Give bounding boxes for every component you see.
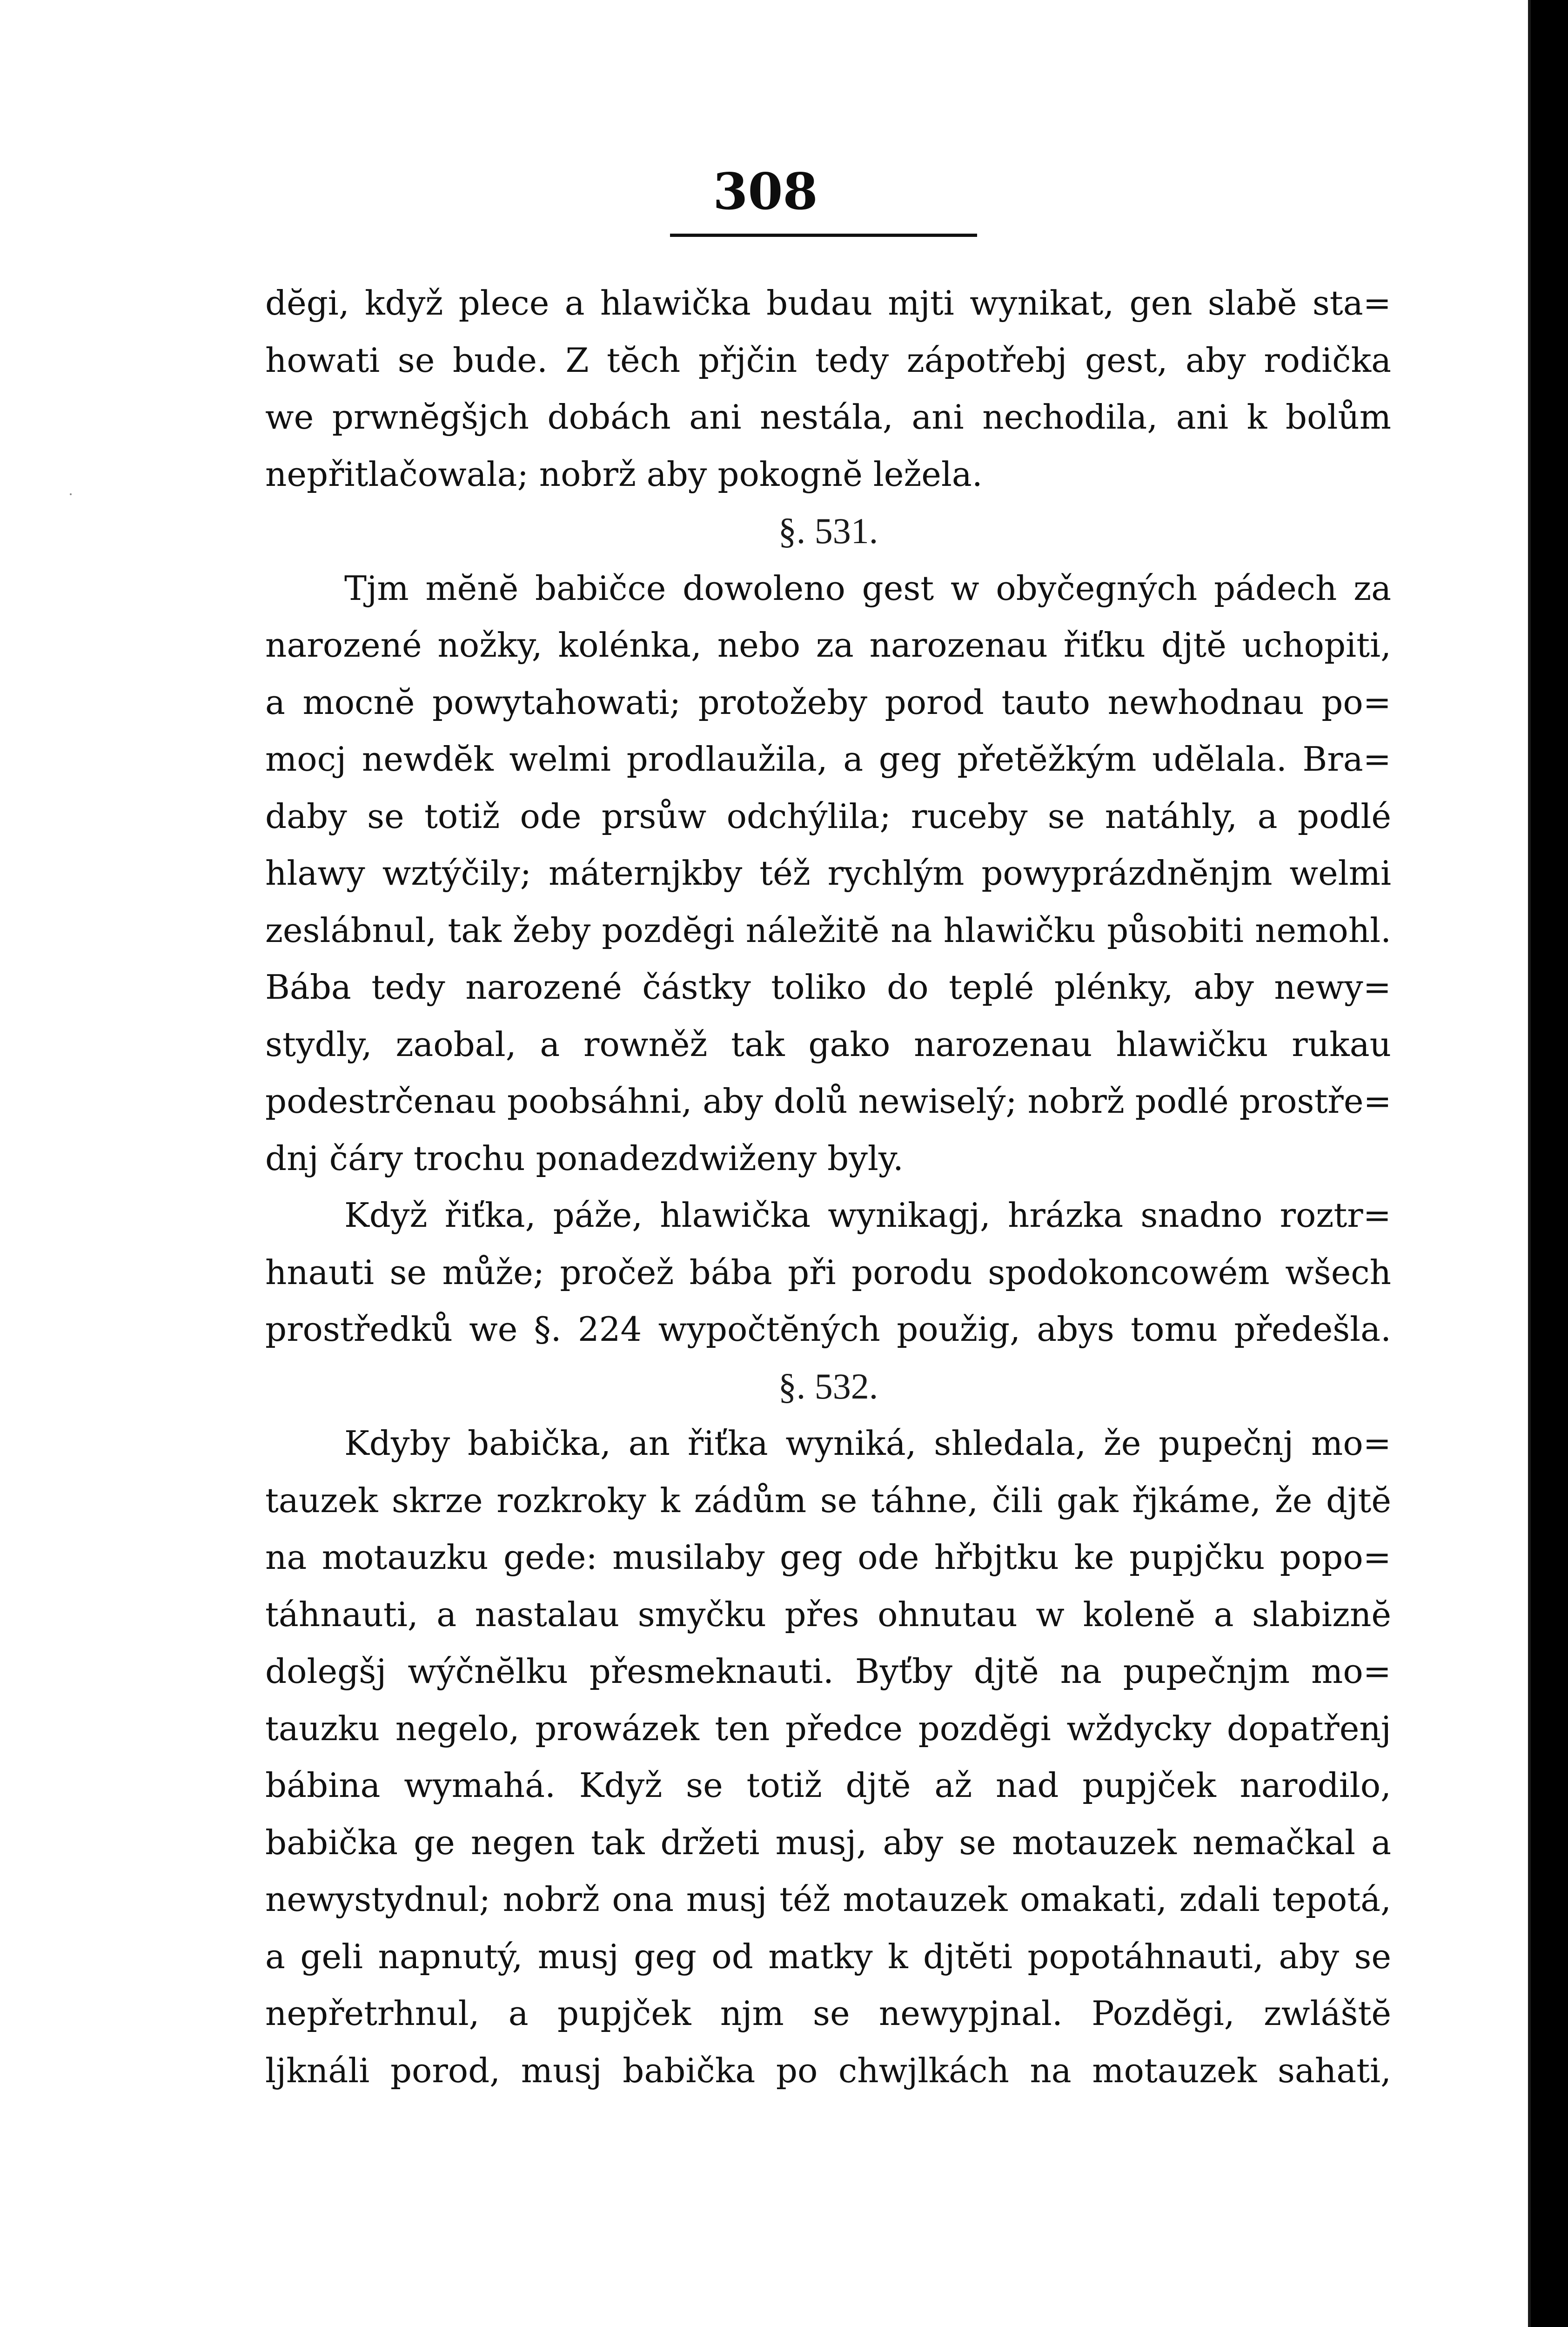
text-line: tauzek skrze rozkroky k zádům se táhne, čili gak řjkáme, že djtĕ [265,1480,1391,1520]
text-line: howati se bude. Z tĕch přjčin tedy zápotřebj gest, aby rodička [265,340,1391,380]
text-line: podestrčenau poobsáhni, aby dolů newiselý; nobrž podlé prostře= [265,1082,1392,1121]
text-line: Bába tedy narozené částky toliko do teplé plénky, aby newy= [265,968,1391,1007]
page-number: 308 [713,162,818,221]
text-line: stydly, zaobal, a rowněž tak gako narozenau hlawičku rukau [265,1024,1391,1064]
text-line: Tjm mĕnĕ babičce dowoleno gest w obyčegných pádech za [344,568,1391,608]
text-line: ljknáli porod, musj babička po chwjlkách na motauzek sahati, [265,2051,1391,2090]
text-line: zeslábnul, tak žeby pozdĕgi náležitĕ na hlawičku působiti nemohl. [265,910,1391,950]
text-line: tauzku negelo, prowázek ten předce pozdĕgi wždycky dopatřenj [265,1708,1391,1748]
paragraph [265,1187,1391,1358]
text-line: na motauzku gede: musilaby geg ode hřbjtku ke pupjčku popo= [265,1538,1391,1577]
text-line: táhnauti, a nastalau smyčku přes ohnutau w kolenĕ a slabiznĕ [265,1594,1391,1634]
text-line: newystydnul; nobrž ona musj též motauzek omakati, zdali tepotá, [265,1880,1391,1919]
text-line: nepřitlačowala; nobrž aby pokognĕ ležela. [265,454,983,494]
text-line: mocj newdĕk welmi prodlaužila, a geg přetĕžkým udĕlala. Bra= [265,740,1391,779]
text-line: dolegšj wýčnĕlku přesmeknauti. Byťby djtĕ na pupečnjm mo= [265,1652,1391,1691]
body-text [265,275,1391,2099]
text-line: narozené nožky, kolénka, nebo za narozenau řiťku djtĕ uchopiti, [265,625,1391,665]
text-line: hlawy wztýčily; máternjkby též rychlým powyprázdnĕnjm welmi [265,854,1391,893]
section-heading-531: §. 531. [778,511,878,551]
section-heading-532: §. 532. [778,1365,878,1406]
text-line: a geli napnutý, musj geg od matky k djtĕti popotáhnauti, aby se [265,1937,1391,1976]
text-line: a mocnĕ powytahowati; protožeby porod tauto newhodnau po= [265,682,1391,722]
text-line: nepřetrhnul, a pupjček njm se newypjnal. Pozdĕgi, zwláštĕ [265,1994,1391,2033]
text-line: Kdyby babička, an řiťka wyniká, shledala, že pupečnj mo= [344,1424,1391,1463]
text-line: hnauti se může; pročež bába při porodu spodokoncowém wšech [265,1252,1391,1292]
text-line: we prwnĕgšjch dobách ani nestála, ani nechodila, ani k bolům [265,397,1391,437]
paragraph [265,275,1391,503]
text-line: bábina wymahá. Když se totiž djtĕ až nad pupjček narodilo, [265,1766,1391,1805]
paragraph [265,560,1391,1187]
header-rule [670,234,977,237]
text-line: Když řiťka, páže, hlawička wynikagj, hrázka snadno roztr= [344,1196,1391,1235]
text-line: prostředků we §. 224 wypočtĕných použig, abys tomu předešla. [265,1310,1391,1349]
text-line: daby se totiž ode prsůw odchýlila; ruceby se natáhly, a podlé [265,796,1391,836]
text-line: babička ge negen tak držeti musj, aby se motauzek nemačkal a [265,1823,1391,1862]
text-line: dĕgi, když plece a hlawička budau mjti wynikat, gen slabĕ sta= [265,283,1391,323]
margin-speck [70,493,72,495]
scan-border-right [1534,0,1568,2327]
paragraph [265,1415,1391,2099]
text-line: dnj čáry trochu ponadezdwiženy byly. [265,1138,904,1178]
